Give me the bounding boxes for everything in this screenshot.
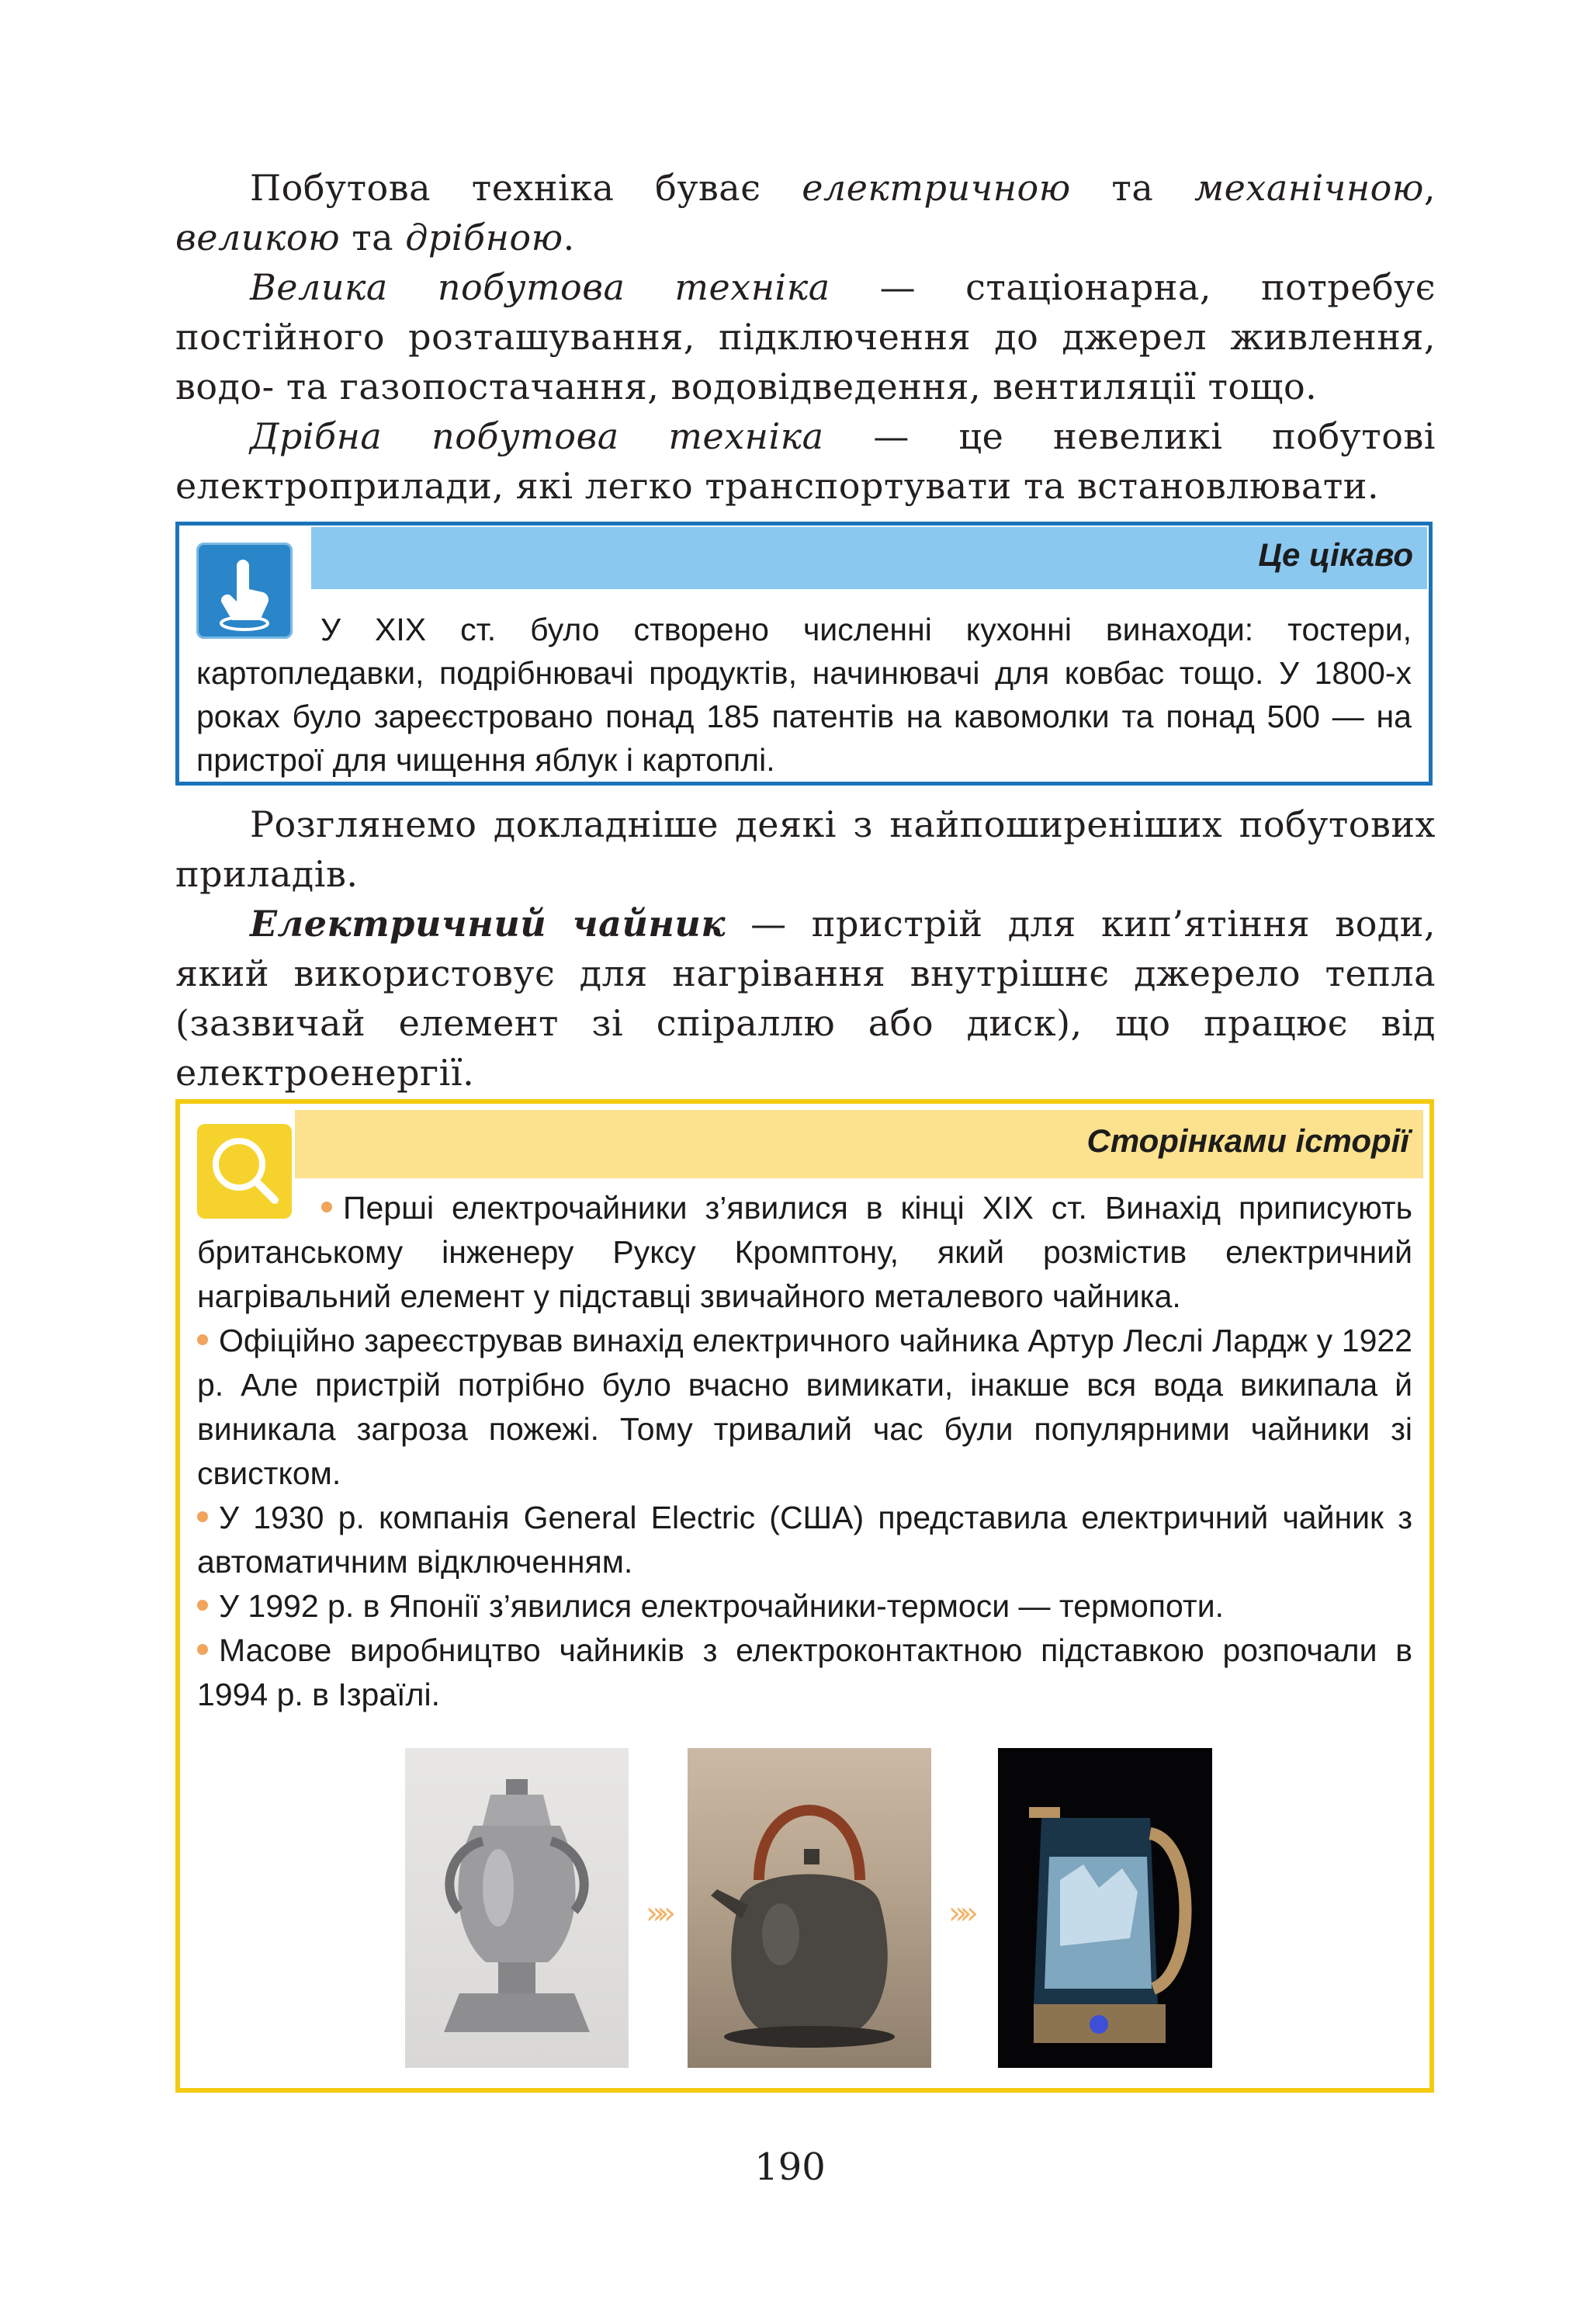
term-large-appliances: Велика побутова техніка <box>250 266 830 308</box>
interesting-title: Це цікаво <box>1258 536 1413 573</box>
paragraph-large-appliances: Велика побутова техніка — стаціонарна, потребує постійного розташування, підключення до джерел живлення, водо- та газопостачання, водовідведення, вентиляції тощо. <box>175 266 1436 408</box>
kettle-photos <box>180 1748 1429 2074</box>
interesting-header <box>311 527 1427 589</box>
arrow-icon: »» <box>948 1896 971 1931</box>
paragraph-kettle: Електричний чайник — пристрій для кип’ятіння води, який використовує для нагрівання внутрішнє джерело тепла (зазвичай елемент зі спіраллю або диск), що працює від електроенергії. <box>175 903 1436 1094</box>
glass-electric-kettle-photo <box>998 1748 1212 2068</box>
paragraph-types: Побутова техніка буває електричною та механічною, великою та дрібною. <box>175 167 1436 258</box>
copper-kettle-photo <box>688 1748 931 2068</box>
history-item: Перші електрочайники з’явилися в кінці XIX ст. Винахід приписують британському інженеру Руксу Кромптону, який розмістив електричний нагрівальний елемент у підставці звичайного металевого чайника. <box>197 1190 1412 1314</box>
term-small-appliances: Дрібна побутова техніка <box>250 415 824 457</box>
bullet-icon <box>197 1511 208 1522</box>
interesting-text: У XIX ст. було створено численні кухонні винаходи: тостери, картопледавки, подрібнювачі продуктів, начинювачі для ковбас тощо. У 1800-х роках було зареєстровано понад 185 патентів на кавомолки та понад 500 — на пристрої для чищення яблук і картоплі. <box>196 612 1412 778</box>
history-box <box>175 1099 1434 2093</box>
history-item: У 1930 р. компанія General Electric (США) представила електричний чайник з автоматичним відключенням. <box>197 1500 1412 1580</box>
history-title: Сторінками історії <box>1086 1122 1409 1159</box>
bullet-icon <box>197 1600 208 1611</box>
interesting-box <box>175 522 1433 786</box>
bullet-icon <box>197 1644 208 1655</box>
silver-samovar-kettle-photo <box>405 1748 629 2068</box>
page-number: 190 <box>754 2145 826 2189</box>
intro-text <box>175 163 1436 511</box>
paragraph-review: Розглянемо докладніше деякі з найпоширеніших побутових приладів. <box>175 803 1436 895</box>
history-item: Масове виробництво чайників з електроконтактною підставкою розпочали в 1994 р. в Ізраїлі. <box>197 1632 1412 1712</box>
history-header <box>295 1110 1423 1178</box>
paragraph-small-appliances: Дрібна побутова техніка — це невеликі побутові електроприлади, які легко транспортувати та встановлювати. <box>175 415 1436 507</box>
bullet-icon <box>321 1202 332 1212</box>
history-item: Офіційно зареєстрував винахід електричного чайника Артур Леслі Лардж у 1922 р. Але пристрій потрібно було вчасно вимикати, інакше вся вода википала й виникала загроза пожежі. Тому тривалий час були популярними чайники зі свистком. <box>197 1323 1412 1491</box>
history-list <box>197 1186 1412 1717</box>
arrow-icon: »» <box>646 1896 668 1931</box>
middle-text <box>175 800 1436 1098</box>
bullet-icon <box>197 1334 208 1345</box>
term-electric-kettle: Електричний чайник <box>250 903 726 945</box>
history-item: У 1992 р. в Японії з’явилися електрочайники-термоси — термопоти. <box>197 1584 1412 1629</box>
